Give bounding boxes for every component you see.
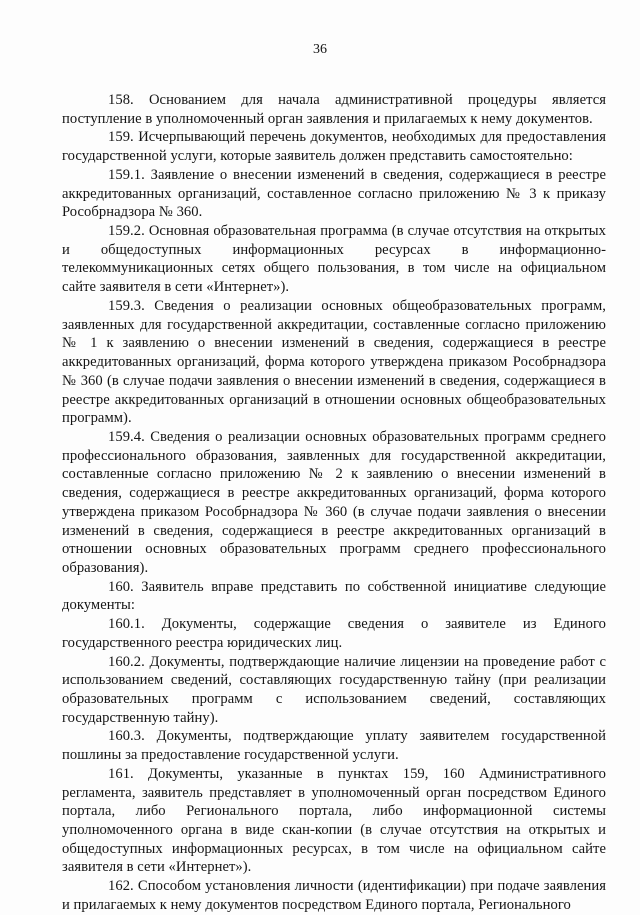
paragraph-159-1: 159.1. Заявление о внесении изменений в сведения, содержащиеся в реестре аккредитованных организаций, составленное согласно приложению № 3 к приказу Рособрнадзора № 360. xyxy=(62,166,606,221)
paragraph-159-4: 159.4. Сведения о реализации основных образовательных программ среднего профессионального образования, заявленных для государственной аккредитации, составленные согласно приложению № 2 к заявлению о внесении изменений в сведения, содержащиеся в реестре аккредитованных организаций, форма которого утверждена приказом Рособрнадзора № 360 (в случае подачи заявления о внесении изменений в сведения, содержащиеся в реестре аккредитованных организаций в отношении основных образовательных программ среднего профессионального образования). xyxy=(62,428,606,576)
paragraph-161: 161. Документы, указанные в пунктах 159, 160 Административного регламента, заявитель представляет в уполномоченный орган посредством Единого портала, либо Регионального портала, либо информационной системы уполномоченного органа в виде скан-копии (в случае отсутствия на открытых и общедоступных информационных ресурсах, в том числе на официальном сайте заявителя в сети «Интернет»). xyxy=(62,765,606,876)
page-number: 36 xyxy=(313,42,327,57)
document-body xyxy=(62,91,606,915)
paragraph-159-3: 159.3. Сведения о реализации основных общеобразовательных программ, заявленных для государственной аккредитации, составленные согласно приложению № 1 к заявлению о внесении изменений в сведения, содержащиеся в реестре аккредитованных организаций, форма которого утверждена приказом Рособрнадзора № 360 (в случае подачи заявления о внесении изменений в сведения, содержащиеся в реестре аккредитованных организаций в отношении основных общеобразовательных программ). xyxy=(62,297,606,427)
paragraph-159: 159. Исчерпывающий перечень документов, необходимых для предоставления государственной услуги, которые заявитель должен представить самостоятельно: xyxy=(62,129,606,165)
paragraph-160-1: 160.1. Документы, содержащие сведения о заявителе из Единого государственного реестра юридических лиц. xyxy=(62,616,606,651)
paragraph-162: 162. Способом установления личности (идентификации) при подаче заявления и прилагаемых к нему документов посредством Единого портала, Регионального xyxy=(62,878,606,913)
paragraph-160: 160. Заявитель вправе представить по собственной инициативе следующие документы: xyxy=(62,578,606,614)
paragraph-158: 158. Основанием для начала административной процедуры является поступление в уполномоченный орган заявления и прилагаемых к нему документов. xyxy=(62,92,606,127)
paragraph-159-2: 159.2. Основная образовательная программа (в случае отсутствия на открытых и общедоступных информационных ресурсах в информационно-телекоммуникационных сетях общего пользования, в том числе на официальном сайте заявителя в сети «Интернет»). xyxy=(62,223,606,296)
paragraph-160-3: 160.3. Документы, подтверждающие уплату заявителем государственной пошлины за предоставление государственной услуги. xyxy=(62,728,606,764)
paragraph-160-2: 160.2. Документы, подтверждающие наличие лицензии на проведение работ с использованием сведений, составляющих государственную тайну (при реализации образовательных программ с использованием сведений, составляющих государственную тайну). xyxy=(62,653,606,726)
